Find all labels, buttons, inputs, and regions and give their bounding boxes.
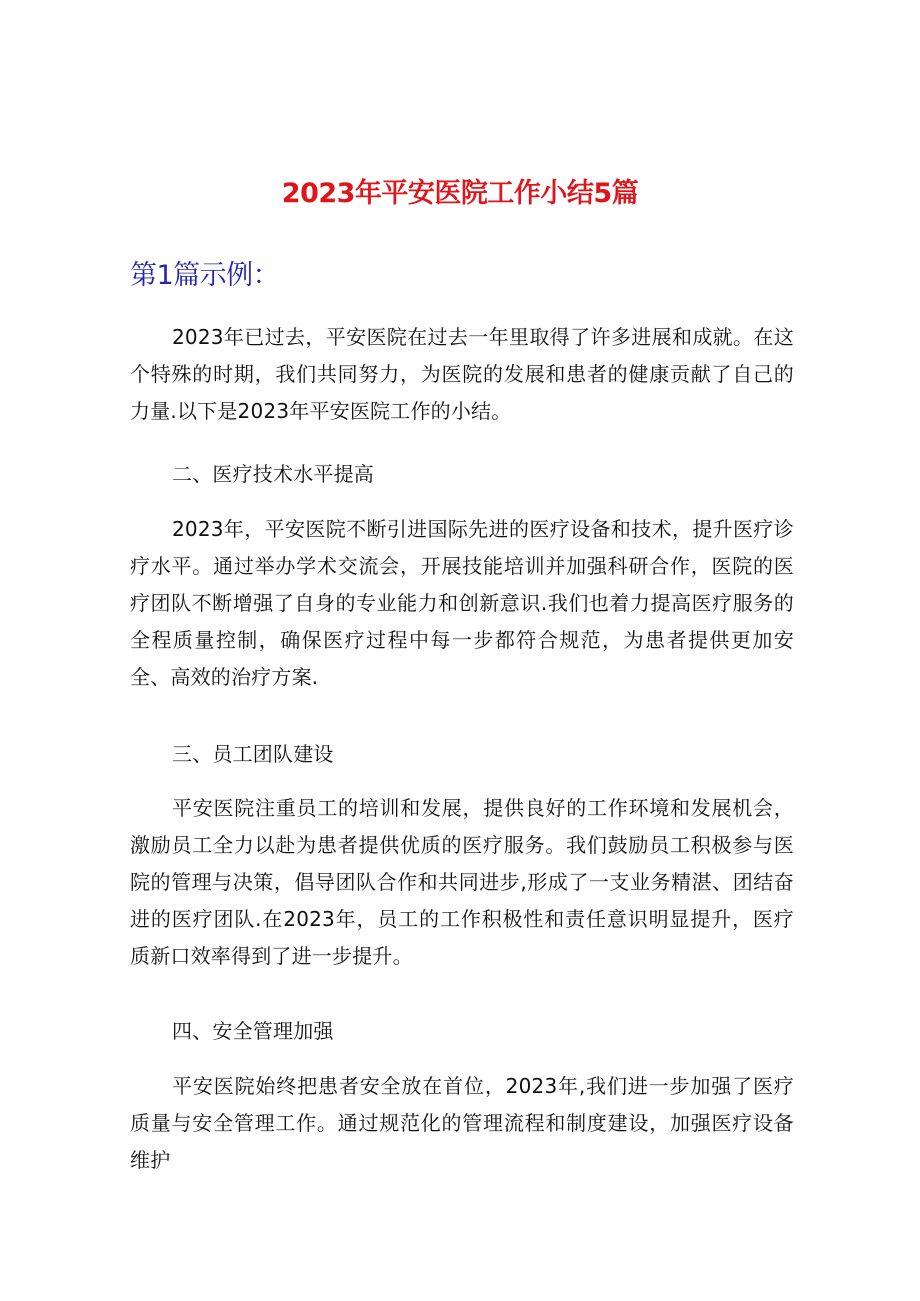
paragraph-staff-team: 平安医院注重员工的培训和发展，提供良好的工作环境和发展机会，激励员工全力以赴为患者提供优质的医疗服务。我们鼓励员工积极参与医院的管理与决策，倡导团队合作和共同进步,形成了一支业务精湛、团结奋进的医疗团队.在2023年，员工的工作积极性和责任意识明显提升，医疗质新口效率得到了进一步提升。 — [130, 796, 794, 968]
paragraph-safety-management: 平安医院始终把患者安全放在首位，2023年,我们进一步加强了医疗质量与安全管理工作。通过规范化的管理流程和制度建设，加强医疗设备维护 — [130, 1074, 794, 1172]
subheading-safety-management: 四、安全管理加强 — [172, 1019, 334, 1043]
paragraph-intro: 2023年已过去，平安医院在过去一年里取得了许多进展和成就。在这个特殊的时期，我们共同努力，为医院的发展和患者的健康贡献了自己的力量.以下是2023年平安医院工作的小结。 — [130, 325, 794, 423]
subheading-medical-technology: 二、医疗技术水平提高 — [172, 462, 374, 486]
paragraph-medical-technology: 2023年，平安医院不断引进国际先进的医疗设备和技术，提升医疗诊疗水平。通过举办学术交流会，开展技能培训并加强科研合作，医院的医疗团队不断增强了自身的专业能力和创新意识.我们也着力提高医疗服务的全程质量控制，确保医疗过程中每一步都符合规范，为患者提供更加安全、高效的治疗方案. — [130, 517, 794, 689]
section-heading: 第1篇示例： — [130, 260, 280, 291]
document-title: 2023年平安医院工作小结5篇 — [281, 178, 639, 209]
subheading-staff-team: 三、员工团队建设 — [172, 742, 334, 766]
